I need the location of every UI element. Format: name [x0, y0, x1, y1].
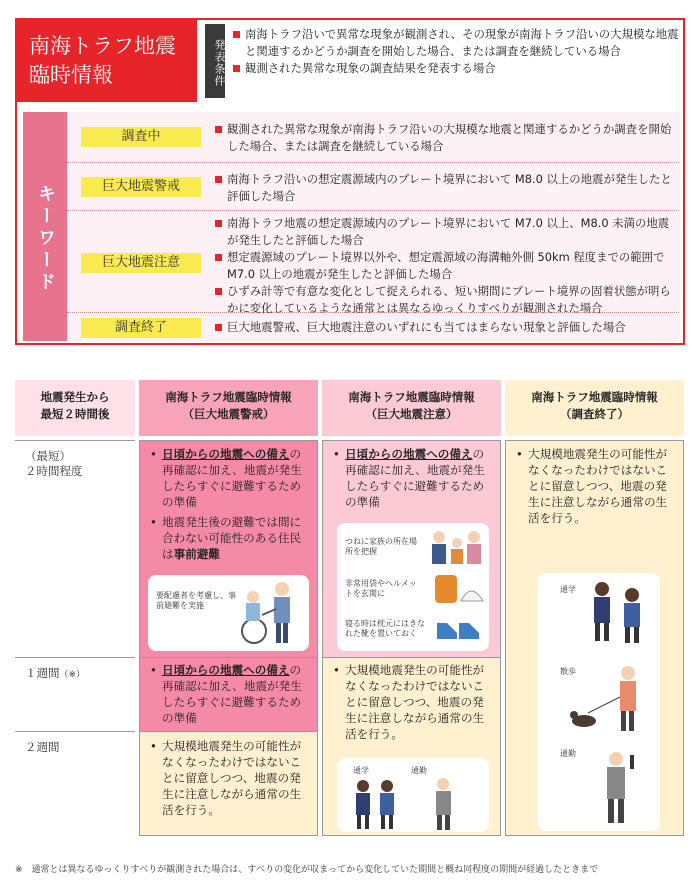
keyword-desc — [215, 319, 675, 336]
header-line: （巨大地震警戒） — [182, 407, 275, 421]
header-line: 南海トラフ地震臨時情報 — [348, 390, 475, 404]
action-item — [150, 514, 312, 562]
header-line: 地震発生から — [40, 390, 110, 404]
header-line: （調査終了） — [560, 407, 629, 421]
dog-walk-icon — [568, 663, 658, 737]
title-line2: 臨時情報 — [29, 63, 113, 87]
condition-label — [197, 20, 233, 102]
keyword-term: 巨大地震警戒 — [81, 177, 201, 197]
keyword-desc — [215, 171, 675, 205]
illustration-caption: 通勤 — [411, 766, 427, 775]
time-1week — [15, 658, 135, 732]
time-label: （最短） — [25, 449, 71, 463]
action-item — [333, 446, 495, 510]
keikai-2weeks-cell — [139, 732, 318, 836]
emergency-bag-icon — [431, 569, 485, 607]
keyword-desc — [215, 121, 675, 155]
chui-actions — [333, 446, 495, 510]
keyword-desc-item: ひずみ計等で有意な変化として捉えられる、短い期間にプレート境界の固着状態が明らかに変化しているような通常とは異なるゆっくりすべりが観測された場合 — [215, 283, 675, 317]
info-box — [15, 18, 685, 345]
keyword-term: 巨大地震注意 — [81, 253, 201, 273]
keyword-row — [67, 112, 679, 162]
action-item: • 大規模地震発生の可能性がなくなったわけではないことに留意しつつ、地震の発生に注意しながら通常の生活を行う。 — [150, 738, 312, 818]
action-text: 地震発生後の避難では間に合わない可能性のある住民は — [162, 515, 302, 561]
shuryo-actions — [516, 446, 678, 526]
header-line: 南海トラフ地震臨時情報 — [165, 390, 292, 404]
time-2weeks — [15, 732, 135, 836]
keyword-row — [67, 162, 679, 210]
evacuation-illustration — [148, 575, 309, 651]
action-emphasis: 日頃からの地震への備え — [345, 447, 473, 461]
condition-item: 南海トラフ沿いで異常な現象が観測され、その現象が南海トラフ沿いの大規模な地震と関連するかどうか調査を開始した場合、または調査を継続している場合 — [233, 26, 683, 60]
shoes-icon — [433, 613, 483, 643]
students-icon — [582, 579, 658, 649]
preparedness-illustration — [337, 523, 489, 651]
time-note: （※） — [59, 670, 86, 680]
keyword-desc-item: 巨大地震警戒、巨大地震注意のいずれにも当てはまらない現象と評価した場合 — [215, 319, 675, 336]
keikai-week1-actions — [150, 662, 312, 726]
illustration-caption: つねに家族の所在場所を把握 — [345, 537, 417, 556]
keyword-desc — [215, 215, 675, 317]
wheelchair-icon — [232, 579, 306, 649]
shuryo-cell — [505, 440, 684, 836]
illustration-caption: 通勤 — [560, 749, 576, 758]
header-shuryo — [505, 380, 684, 436]
action-text: の再確認に加え、地震が発生したらすぐに避難するための準備 — [162, 663, 302, 725]
action-item — [150, 446, 312, 510]
keyword-term: 調査中 — [81, 127, 201, 147]
action-emphasis: 事前避難 — [173, 547, 220, 561]
footnote: ※ 通常とは異なるゆっくりすべりが観測された場合は、すべりの変化が収まってから変化していた期間と概ね同程度の期間が経過したときまで — [15, 865, 599, 875]
office-worker-icon — [582, 749, 652, 827]
chui-2hours-cell — [322, 440, 501, 658]
time-label: ２時間程度 — [25, 464, 83, 478]
header-keikai — [139, 380, 318, 436]
illustration-caption: 通学 — [353, 766, 369, 775]
commuters-icon — [347, 778, 483, 832]
keikai-1week-cell — [139, 658, 318, 732]
info-title — [17, 20, 197, 102]
time-label: １週間 — [25, 666, 60, 680]
keyword-row — [67, 312, 679, 341]
keyword-desc-item: 想定震源域のプレート境界以外や、想定震源域の海溝軸外側 50km 程度までの範囲で M7.0 以上の地震が発生したと評価した場合 — [215, 249, 675, 283]
title-line1: 南海トラフ地震 — [29, 34, 176, 58]
header-elapsed-time — [15, 380, 135, 436]
action-emphasis: 日頃からの地震への備え — [162, 663, 290, 677]
keyword-term: 調査終了 — [81, 318, 201, 338]
time-label: ２週間 — [25, 740, 60, 754]
illustration-caption: 通学 — [560, 585, 576, 594]
condition-label-text: 発表条件 — [205, 24, 225, 98]
chui-week-actions — [333, 662, 495, 742]
keyword-row — [67, 210, 679, 315]
condition-list — [233, 26, 683, 77]
keikai-week2-actions — [150, 738, 312, 818]
chui-week-cell — [322, 658, 501, 836]
keikai-2hours-cell — [139, 440, 318, 658]
time-2hours — [15, 440, 135, 658]
keikai-actions — [150, 446, 312, 562]
normal-life-illustration — [538, 573, 660, 831]
keyword-label: キーワード — [23, 112, 67, 341]
daily-life-illustration — [337, 758, 489, 832]
action-emphasis: 日頃からの地震への備え — [162, 447, 290, 461]
keyword-desc-item: 観測された異常な現象が南海トラフ沿いの大規模な地震と関連するかどうか調査を開始した場合、または調査を継続している場合 — [215, 121, 675, 155]
illustration-caption: 寝る時は枕元にはきなれた靴を置いておく — [345, 619, 425, 638]
illustration-caption: 散歩 — [560, 667, 576, 676]
illustration-caption: 要配慮者を考慮し、事前避難を実施 — [156, 591, 236, 610]
header-line: （巨大地震注意） — [365, 407, 458, 421]
header-line: 最短２時間後 — [40, 407, 110, 421]
header-line: 南海トラフ地震臨時情報 — [531, 390, 658, 404]
illustration-caption: 非常用袋やヘルメットを玄関に — [345, 579, 417, 598]
header-chui — [322, 380, 501, 436]
keyword-desc-item: 南海トラフ沿いの想定震源域内のプレート境界において M8.0 以上の地震が発生したと評価した場合 — [215, 171, 675, 205]
action-text: の再確認に加え、地震が発生したらすぐに避難するための準備 — [345, 447, 485, 509]
condition-item: 観測された異常な現象の調査結果を発表する場合 — [233, 60, 683, 77]
action-item: • 大規模地震発生の可能性がなくなったわけではないことに留意しつつ、地震の発生に注意しながら通常の生活を行う。 — [516, 446, 678, 526]
action-item — [150, 662, 312, 726]
family-icon — [427, 527, 487, 567]
keyword-desc-item: 南海トラフ地震の想定震源域内のプレート境界において M7.0 以上、M8.0 未満の地震が発生したと評価した場合 — [215, 215, 675, 249]
action-text: の再確認に加え、地震が発生したらすぐに避難するための準備 — [162, 447, 302, 509]
action-item: • 大規模地震発生の可能性がなくなったわけではないことに留意しつつ、地震の発生に注意しながら通常の生活を行う。 — [333, 662, 495, 742]
keyword-area — [23, 112, 679, 341]
